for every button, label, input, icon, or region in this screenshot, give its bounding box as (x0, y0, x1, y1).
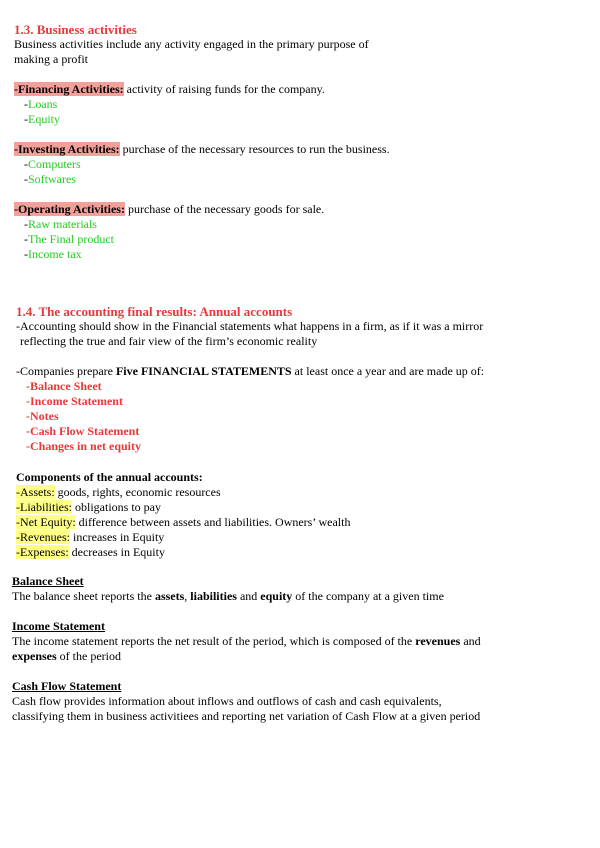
balance-sheet-heading: Balance Sheet (12, 574, 84, 588)
financing-line (14, 82, 325, 97)
statement-item: -Changes in net equity (26, 439, 142, 453)
statement-item: -Cash Flow Statement (26, 424, 140, 438)
component-item: -Expenses: decreases in Equity (16, 545, 165, 559)
investing-desc: purchase of the necessary resources to run the business. (119, 142, 390, 156)
statement-item: -Notes (26, 409, 59, 423)
paragraph-line-1: -Accounting should show in the Financial statements what happens in a firm, as if it was a mirror (16, 319, 484, 333)
section-1-3-heading: 1.3. Business activities (14, 22, 137, 37)
component-item: -Assets: goods, rights, economic resources (16, 485, 221, 499)
investing-label: -Investing Activities: (14, 142, 120, 156)
operating-desc: purchase of the necessary goods for sale. (124, 202, 325, 216)
balance-sheet-text: The balance sheet reports the assets, liabilities and equity of the company at a given time (12, 589, 444, 603)
list-item: -Income tax (24, 247, 82, 261)
investing-line (14, 142, 390, 157)
list-item: -Softwares (24, 172, 76, 186)
component-item: -Liabilities: obligations to pay (16, 500, 161, 514)
income-statement-heading: Income Statement (12, 619, 105, 633)
intro-line-1: Business activities include any activity engaged in the primary purpose of (14, 37, 369, 51)
cash-flow-heading: Cash Flow Statement (12, 679, 122, 693)
financing-label: -Financing Activities: (14, 82, 124, 96)
list-item: -Raw materials (24, 217, 97, 231)
operating-line (14, 202, 324, 217)
statement-item: -Balance Sheet (26, 379, 102, 393)
components-heading: Components of the annual accounts: (16, 470, 203, 484)
operating-label: -Operating Activities: (14, 202, 125, 216)
section-1-4-heading: 1.4. The accounting final results: Annual accounts (16, 304, 293, 319)
list-item: -Equity (24, 112, 60, 126)
income-statement-text-1: The income statement reports the net result of the period, which is composed of the revenues and (12, 634, 481, 648)
statement-item: -Income Statement (26, 394, 123, 408)
component-item: -Net Equity: difference between assets and liabilities. Owners’ wealth (16, 515, 351, 529)
component-item: -Revenues: increases in Equity (16, 530, 165, 544)
list-item: -Computers (24, 157, 81, 171)
cash-flow-text-2: classifying them in business activitiees and reporting net variation of Cash Flow at a given period (12, 709, 481, 723)
list-item: -The Final product (24, 232, 114, 246)
intro-line-2: making a profit (14, 52, 88, 66)
income-statement-text-2: expenses of the period (12, 649, 121, 663)
companies-line: -Companies prepare Five FINANCIAL STATEMENTS at least once a year and are made up of: (16, 364, 485, 378)
financing-desc: activity of raising funds for the company. (123, 82, 325, 96)
list-item: -Loans (24, 97, 58, 111)
five-statements-bold: Five FINANCIAL STATEMENTS (115, 364, 292, 378)
paragraph-line-2: reflecting the true and fair view of the firm’s economic reality (20, 334, 318, 348)
cash-flow-text-1: Cash flow provides information about inflows and outflows of cash and cash equivalents, (12, 694, 442, 708)
